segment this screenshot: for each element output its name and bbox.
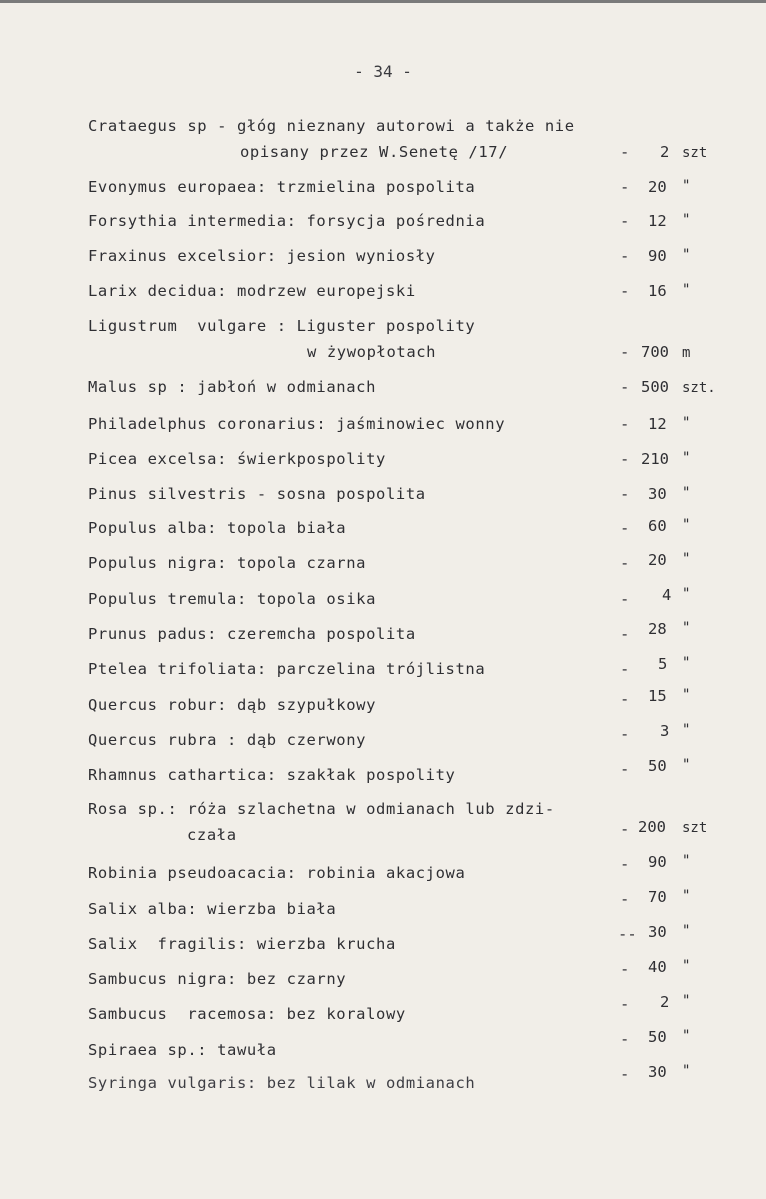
entry-unit: "	[682, 586, 691, 602]
entry-unit: "	[682, 1063, 691, 1079]
entry-dash: -	[620, 820, 630, 838]
entry-name: Syringa vulgaris: bez lilak w odmianach	[88, 1074, 476, 1092]
entry-dash: -	[620, 1030, 630, 1048]
entry-dash: -	[620, 625, 630, 643]
entry-dash: -	[620, 178, 630, 196]
entry-dash: -	[620, 343, 630, 361]
entry-name: Picea excelsa: świerkpospolity	[88, 450, 386, 468]
entry-unit: "	[682, 655, 691, 671]
entry-quantity: 16	[648, 282, 667, 300]
entry-dash: -	[620, 415, 630, 433]
entry-quantity: 30	[648, 485, 667, 503]
entry-quantity: 28	[648, 620, 667, 638]
entry-name: Philadelphus coronarius: jaśminowiec wonny	[88, 415, 506, 433]
entry-dash: -	[620, 1065, 630, 1083]
entry-name: Spiraea sp.: tawuła	[88, 1041, 277, 1059]
entry-quantity: 60	[648, 517, 667, 535]
entry-quantity: 50	[648, 757, 667, 775]
entry-name: Populus alba: topola biała	[88, 519, 347, 537]
entry-dash: -	[620, 590, 630, 608]
entry-name: Crataegus sp - głóg nieznany autorowi a także nie	[88, 117, 575, 135]
entry-unit: "	[682, 247, 691, 263]
entry-unit: "	[682, 517, 691, 533]
entry-quantity: 12	[648, 212, 667, 230]
entry-dash: -	[620, 554, 630, 572]
entry-unit: m	[682, 345, 691, 361]
entry-dash: -	[620, 485, 630, 503]
entry-quantity: 90	[648, 247, 667, 265]
entry-quantity: 12	[648, 415, 667, 433]
entry-quantity: 210	[641, 450, 669, 468]
entry-unit: "	[682, 958, 691, 974]
entry-unit: szt.	[682, 380, 716, 396]
entry-unit: "	[682, 178, 691, 194]
entry-name: Quercus robur: dąb szypułkowy	[88, 696, 377, 714]
entry-quantity: 700	[641, 343, 669, 361]
entry-quantity: 40	[648, 958, 667, 976]
entry-dash: -	[620, 760, 630, 778]
entry-unit: "	[682, 551, 691, 567]
entry-unit: szt	[682, 145, 708, 161]
entry-name: Rhamnus cathartica: szakłak pospolity	[88, 766, 456, 784]
entry-dash: -	[620, 660, 630, 678]
entry-dash: -	[620, 690, 630, 708]
entry-unit: "	[682, 1028, 691, 1044]
entry-continuation: w żywopłotach	[307, 343, 437, 361]
entry-name: Evonymus europaea: trzmielina pospolita	[88, 178, 476, 196]
entry-quantity: 15	[648, 687, 667, 705]
entry-dash: -	[620, 378, 630, 396]
entry-continuation: opisany przez W.Senetę /17/	[240, 143, 509, 161]
entry-unit: "	[682, 888, 691, 904]
entry-quantity: 5	[658, 655, 668, 673]
entry-dash: -	[620, 143, 630, 161]
entry-name: Salix alba: wierzba biała	[88, 900, 337, 918]
entry-quantity: 20	[648, 551, 667, 569]
entry-name: Populus tremula: topola osika	[88, 590, 377, 608]
entry-name: Prunus padus: czeremcha pospolita	[88, 625, 416, 643]
entry-quantity: 20	[648, 178, 667, 196]
entry-dash: -	[620, 960, 630, 978]
entry-quantity: 3	[660, 722, 670, 740]
page-top-edge	[0, 0, 766, 3]
entry-unit: "	[682, 485, 691, 501]
entry-name: Ptelea trifoliata: parczelina trójlistna	[88, 660, 486, 678]
entry-dash: -	[620, 450, 630, 468]
entry-quantity: 70	[648, 888, 667, 906]
entry-name: Salix fragilis: wierzba krucha	[88, 935, 396, 953]
entry-quantity: 2	[660, 993, 670, 1011]
entry-name: Rosa sp.: róża szlachetna w odmianach lub zdzi-	[88, 800, 555, 818]
entry-unit: szt	[682, 820, 708, 836]
entry-dash: -	[620, 212, 630, 230]
entry-name: Forsythia intermedia: forsycja pośrednia	[88, 212, 486, 230]
entry-dash: -	[620, 995, 630, 1013]
entry-unit: "	[682, 923, 691, 939]
entry-unit: "	[682, 853, 691, 869]
entry-dash: -	[620, 247, 630, 265]
entry-dash: -	[620, 855, 630, 873]
entry-dash: --	[618, 925, 637, 943]
entry-quantity: 30	[648, 1063, 667, 1081]
entry-unit: "	[682, 415, 691, 431]
entry-unit: "	[682, 620, 691, 636]
entry-quantity: 90	[648, 853, 667, 871]
entry-name: Ligustrum vulgare : Liguster pospolity	[88, 317, 476, 335]
entry-dash: -	[620, 282, 630, 300]
entry-name: Robinia pseudoacacia: robinia akacjowa	[88, 864, 466, 882]
entry-unit: "	[682, 722, 691, 738]
page-number: - 34 -	[354, 62, 412, 81]
entry-name: Pinus silvestris - sosna pospolita	[88, 485, 426, 503]
entry-dash: -	[620, 725, 630, 743]
entry-name: Populus nigra: topola czarna	[88, 554, 367, 572]
entry-quantity: 50	[648, 1028, 667, 1046]
entry-name: Sambucus racemosa: bez koralowy	[88, 1005, 406, 1023]
entry-continuation: czała	[187, 826, 237, 844]
entry-dash: -	[620, 890, 630, 908]
entry-quantity: 30	[648, 923, 667, 941]
entry-name: Quercus rubra : dąb czerwony	[88, 731, 367, 749]
entry-unit: "	[682, 450, 691, 466]
entry-unit: "	[682, 282, 691, 298]
entry-dash: -	[620, 519, 630, 537]
entry-unit: "	[682, 757, 691, 773]
entry-unit: "	[682, 993, 691, 1009]
entry-name: Larix decidua: modrzew europejski	[88, 282, 416, 300]
entry-quantity: 2	[660, 143, 670, 161]
entry-quantity: 4	[662, 586, 672, 604]
entry-name: Sambucus nigra: bez czarny	[88, 970, 347, 988]
entry-quantity: 500	[641, 378, 669, 396]
entry-unit: "	[682, 212, 691, 228]
entry-unit: "	[682, 687, 691, 703]
entry-quantity: 200	[638, 818, 666, 836]
entry-name: Fraxinus excelsior: jesion wyniosły	[88, 247, 436, 265]
entry-name: Malus sp : jabłoń w odmianach	[88, 378, 377, 396]
